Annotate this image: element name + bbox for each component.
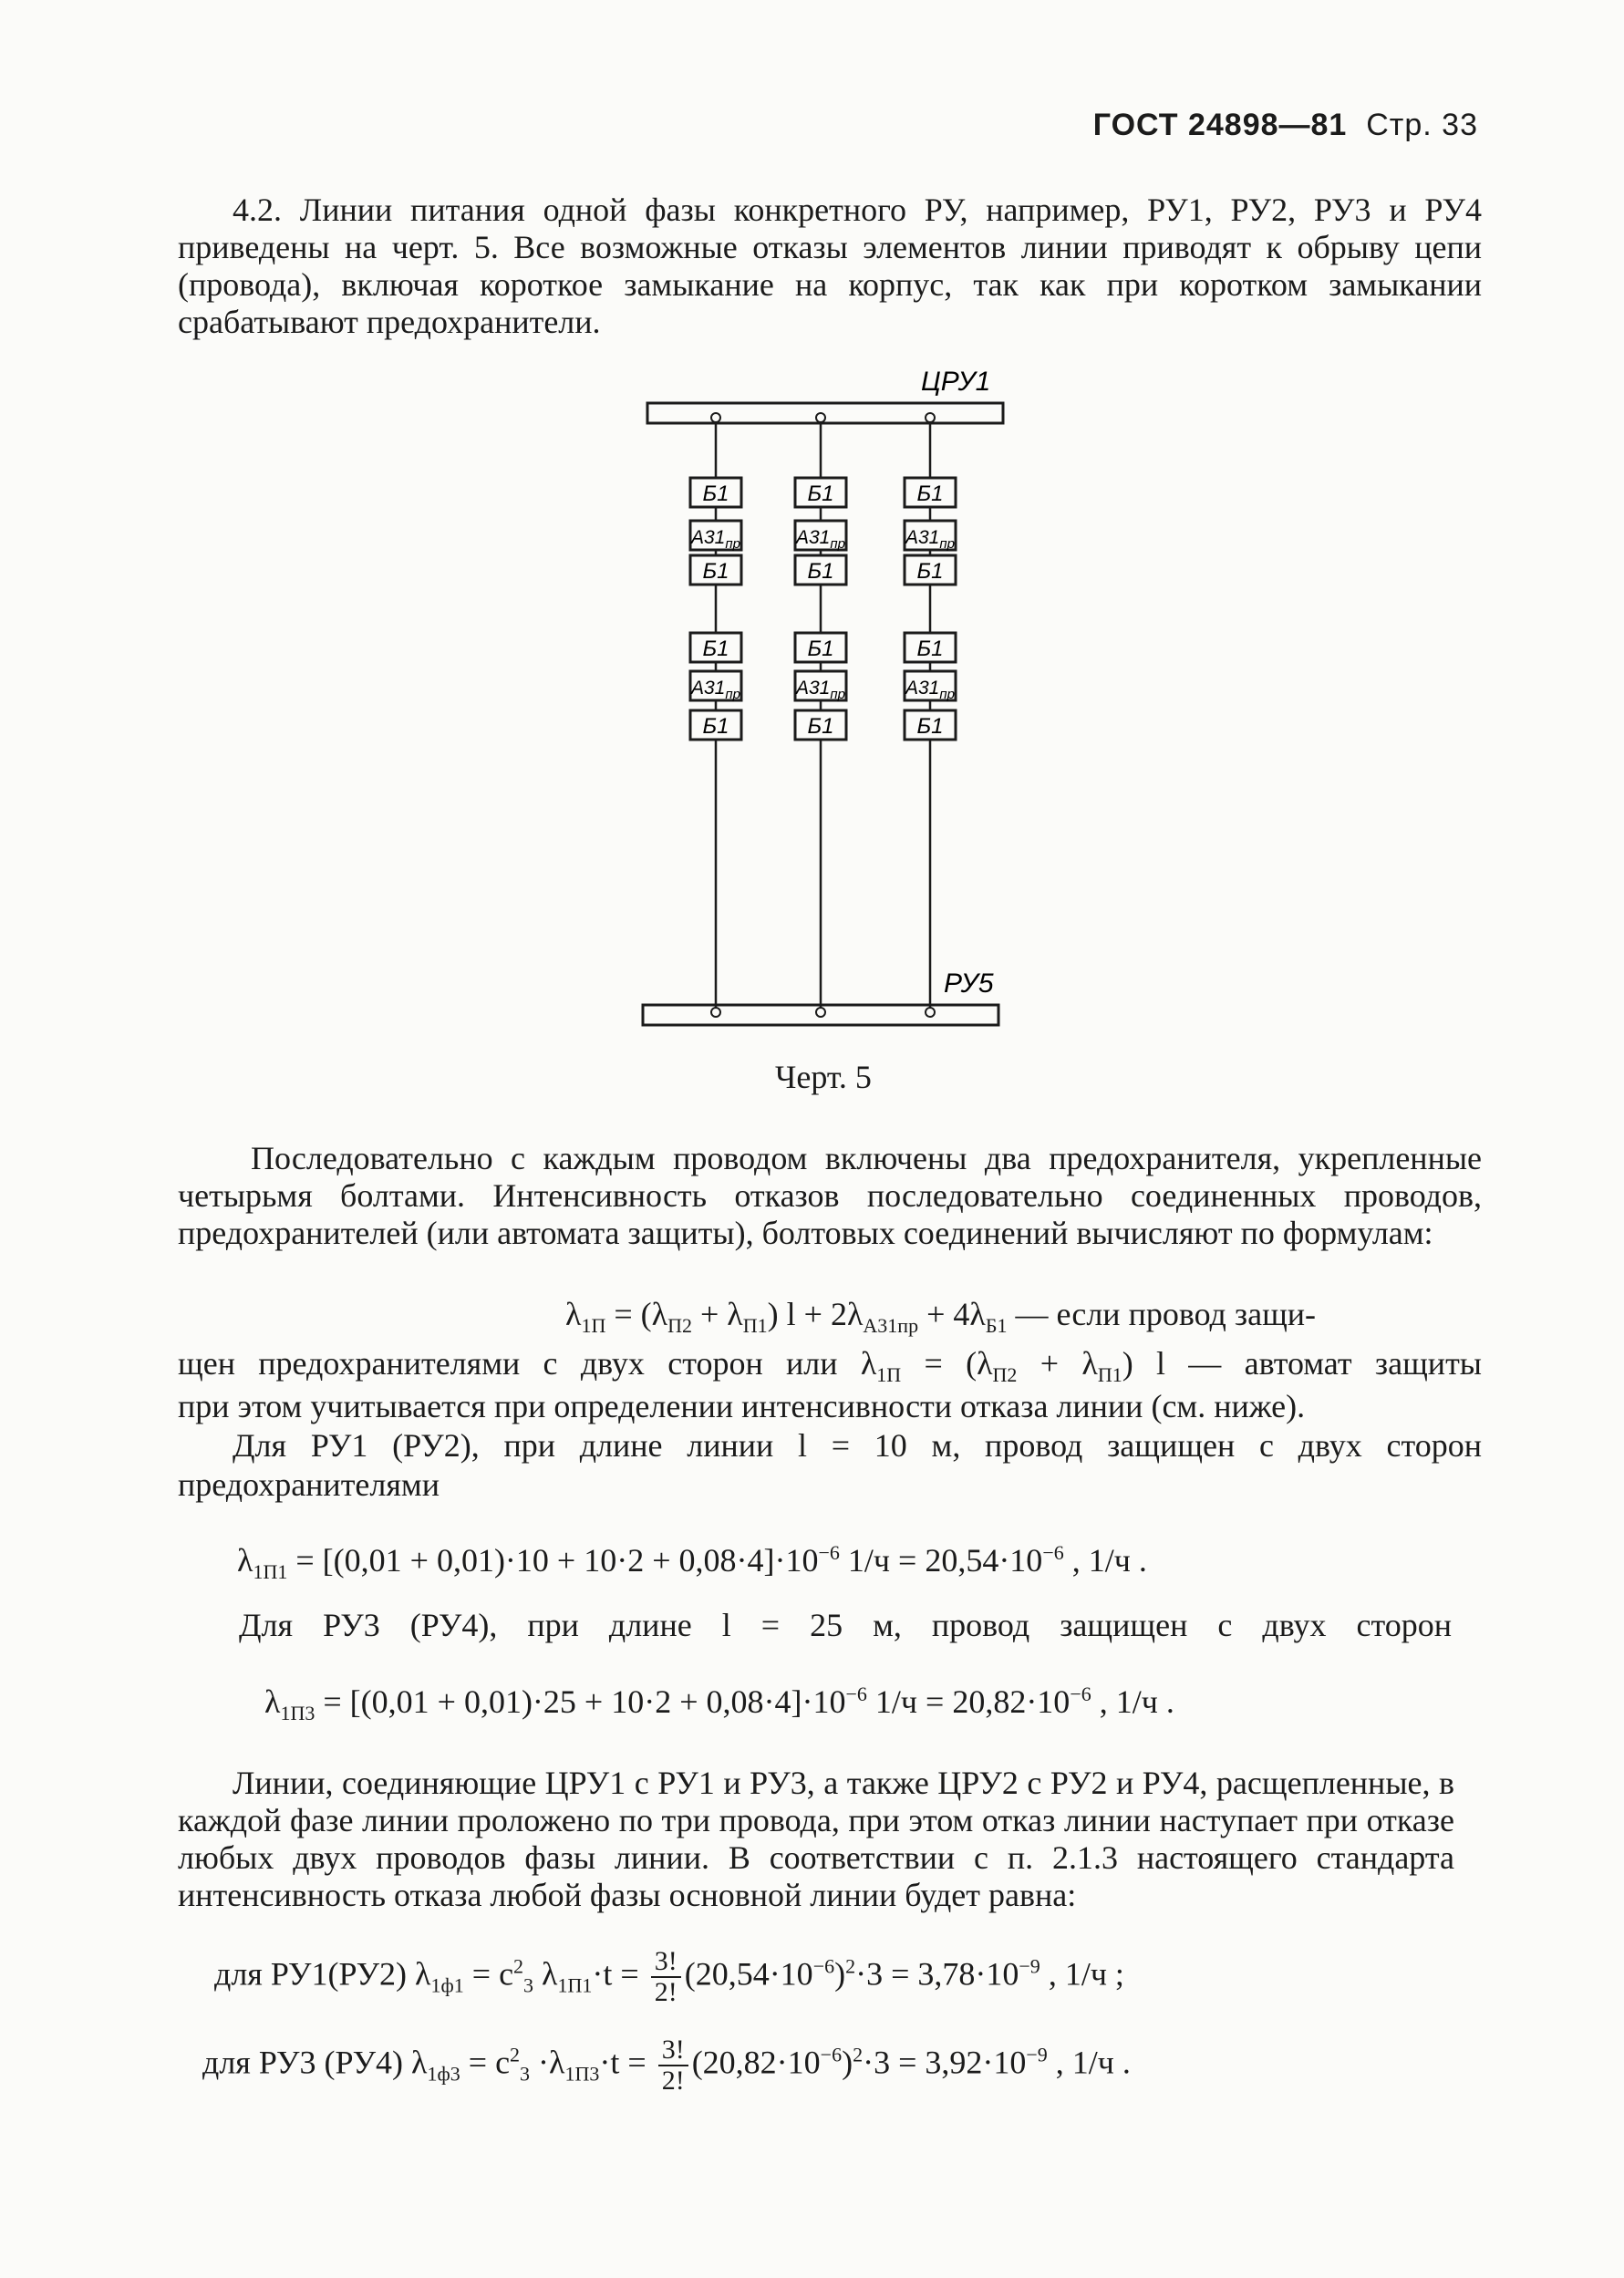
page-number: Стр. 33	[1366, 108, 1478, 142]
section-4-2-text: 4.2. Линии питания одной фазы конкретного РУ, например, РУ1, РУ2, РУ3 и РУ4 приведены на черт. 5. Все возможные отказы элементов линии приводят к обрыву цепи (провода), включая короткое замыкание на корпус, так как при коротком замыкании срабатывают предохранители.	[178, 192, 1482, 340]
f1-lhs: λ	[237, 1542, 253, 1579]
f-eq: = (λ	[605, 1296, 668, 1332]
formula-phase-ru1	[214, 1947, 1124, 2007]
ff3-den: 2!	[661, 2066, 685, 2096]
f3-end: , 1/ч .	[1091, 1683, 1174, 1720]
ff1-csup: 2	[513, 1954, 524, 1978]
f1-exp1: −6	[818, 1541, 840, 1564]
f-p2: П2	[667, 1314, 692, 1338]
ru3-line: Для РУ3 (РУ4), при длине l = 25 м, провод защищен с двух сторон	[239, 1607, 1452, 1643]
ff1-eq: = c	[463, 1955, 514, 1993]
ff1-prefix: для РУ1(РУ2) λ	[214, 1955, 431, 1993]
protect-end: ) l — автомат защиты	[1122, 1345, 1482, 1382]
f1-unit: 1/ч = 20,54·10	[839, 1542, 1043, 1579]
series-text: Последовательно с каждым проводом включены два предохранителя, укрепленные четырьмя болтами. Интенсивность отказов последовательно соединенных проводов, предохранителей (или автомата защиты), болтовых соединений вычисляют по формулам:	[178, 1140, 1482, 1251]
block-label-c3-r2: $А31_{пр}$	[905, 527, 955, 552]
ff3-end: , 1/ч .	[1047, 2044, 1131, 2081]
split-lines-text: Линии, соединяющие ЦРУ1 с РУ1 и РУ3, а также ЦРУ2 с РУ2 и РУ4, расщепленные, в каждой фазе линии проложено по три провода, при этом отказ линии наступает при отказе любых двух проводов фазы линии. В соответствии с п. 2.1.3 настоящего стандарта интенсивность отказа любой фазы основной линии будет равна:	[178, 1765, 1454, 1913]
f3-exp1: −6	[845, 1683, 867, 1705]
ff3-csub: 3	[520, 2062, 531, 2086]
ff3-csup: 2	[510, 2043, 521, 2066]
f3-sub: 1П3	[280, 1702, 315, 1725]
ff3-num: 3!	[658, 2035, 688, 2066]
ff1-t: ·t =	[592, 1955, 647, 1993]
ff3-sq: )	[842, 2044, 853, 2081]
ff1-csub: 3	[523, 1973, 534, 1997]
block-label-c3-r6: Б1	[916, 714, 944, 739]
block-label-c1-r1: Б1	[702, 481, 729, 506]
f-plus4: + 4λ	[918, 1296, 986, 1332]
formula-lambda-1p1	[237, 1541, 1147, 1584]
block-label-c2-r2: $А31_{пр}$	[796, 527, 845, 552]
ff1-exp1: −6	[812, 1954, 835, 1978]
ff1-res: ·3 = 3,78·10	[855, 1955, 1019, 1993]
block-label-c2-r3: Б1	[807, 559, 834, 584]
ff1-sq: )	[834, 1955, 846, 1993]
block-label-c1-r6: Б1	[702, 714, 729, 739]
page-header	[1093, 108, 1478, 143]
protect-start: щен предохранителями с двух сторон или λ	[178, 1345, 877, 1382]
block-label-c2-r5: $А31_{пр}$	[796, 678, 845, 702]
label-cru1: ЦРУ1	[921, 367, 991, 397]
block-label-c3-r3: Б1	[916, 559, 944, 584]
formula-phase-ru3	[202, 2035, 1131, 2096]
f-p1: П1	[742, 1314, 768, 1338]
ru1-line: Для РУ1 (РУ2), при длине линии l = 10 м, провод защищен с двух сторон	[233, 1427, 1482, 1464]
ru1-line-cont: предохранителями	[178, 1466, 440, 1503]
ff3-fraction	[658, 2035, 688, 2096]
accounting-line: при этом учитывается при определении интенсивности отказа линии (см. ниже).	[178, 1388, 1306, 1424]
protection-line	[178, 1345, 1482, 1393]
ff3-body: (20,82·10	[691, 2044, 821, 2081]
protect-sub3: П1	[1097, 1363, 1122, 1387]
f1-exp2: −6	[1042, 1541, 1064, 1564]
ff1-exp2: −9	[1019, 1954, 1040, 1978]
ff3-exp2: −9	[1026, 2043, 1048, 2066]
block-label-c2-r1: Б1	[807, 481, 834, 506]
ff1-body: (20,54·10	[684, 1955, 813, 1993]
ff3-eq: = c	[460, 2044, 511, 2081]
f-plus: + λ	[692, 1296, 743, 1332]
section-4-2-paragraph	[178, 192, 1482, 341]
ff1-sub1: 1ф1	[430, 1973, 464, 1997]
ff1-den: 2!	[654, 1977, 678, 2007]
diagram-blocks	[689, 478, 956, 740]
formula-lambda-1p3	[264, 1683, 1174, 1725]
f3-body: = [(0,01 + 0,01)·25 + 10·2 + 0,08·4]·10	[315, 1683, 846, 1720]
block-label-c1-r3: Б1	[702, 559, 729, 584]
ff3-sqsup: 2	[853, 2043, 864, 2066]
protect-eq: = (λ	[901, 1345, 993, 1382]
f-mid: ) l + 2λ	[767, 1296, 864, 1332]
block-label-c1-r4: Б1	[702, 637, 729, 661]
f-lhs: λ	[565, 1296, 582, 1332]
ff3-sub2: 1П3	[564, 2062, 600, 2086]
f-lhs-sub: 1П	[581, 1314, 606, 1338]
ff3-t: ·t =	[599, 2044, 655, 2081]
f3-lhs: λ	[264, 1683, 281, 1720]
series-paragraph	[178, 1140, 1482, 1252]
f3-exp2: −6	[1070, 1683, 1091, 1705]
figure-caption: Черт. 5	[775, 1059, 872, 1095]
standard-number: ГОСТ 24898—81	[1092, 108, 1348, 142]
label-ru5: РУ5	[944, 968, 994, 999]
f-tail: — если провод защи-	[1007, 1296, 1317, 1332]
ff1-sub2: 1П1	[557, 1973, 593, 1997]
block-label-c3-r4: Б1	[916, 637, 944, 661]
f1-sub: 1П1	[253, 1560, 288, 1584]
block-label-c3-r5: $А31_{пр}$	[905, 678, 955, 702]
ff3-res: ·3 = 3,92·10	[863, 2044, 1027, 2081]
f-a31: А31пр	[863, 1314, 919, 1338]
ff1-lam: λ	[533, 1955, 558, 1993]
wiring-diagram	[629, 365, 1021, 1040]
protect-sub1: 1П	[876, 1363, 902, 1387]
f3-unit: 1/ч = 20,82·10	[866, 1683, 1071, 1720]
ff3-prefix: для РУ3 (РУ4) λ	[202, 2044, 428, 2081]
ff3-sub1: 1ф3	[427, 2062, 460, 2086]
block-label-c2-r4: Б1	[807, 637, 834, 661]
formula-line-failure	[565, 1295, 1316, 1338]
block-label-c1-r2: $А31_{пр}$	[691, 527, 740, 552]
f1-body: = [(0,01 + 0,01)·10 + 10·2 + 0,08·4]·10	[287, 1542, 819, 1579]
f-b1: Б1	[985, 1314, 1008, 1338]
block-label-c2-r6: Б1	[807, 714, 834, 739]
ff3-lam: ·λ	[530, 2044, 565, 2081]
block-label-c3-r1: Б1	[916, 481, 944, 506]
split-lines-paragraph	[178, 1765, 1454, 1914]
f1-end: , 1/ч .	[1063, 1542, 1147, 1579]
ff1-sqsup: 2	[845, 1954, 856, 1978]
protect-sub2: П2	[992, 1363, 1018, 1387]
protect-plus: + λ	[1017, 1345, 1098, 1382]
ff1-fraction	[651, 1947, 681, 2007]
block-label-c1-r5: $А31_{пр}$	[691, 678, 740, 702]
ff1-end: , 1/ч ;	[1040, 1955, 1124, 1993]
ff1-num: 3!	[651, 1947, 681, 1978]
ff3-exp1: −6	[820, 2043, 843, 2066]
